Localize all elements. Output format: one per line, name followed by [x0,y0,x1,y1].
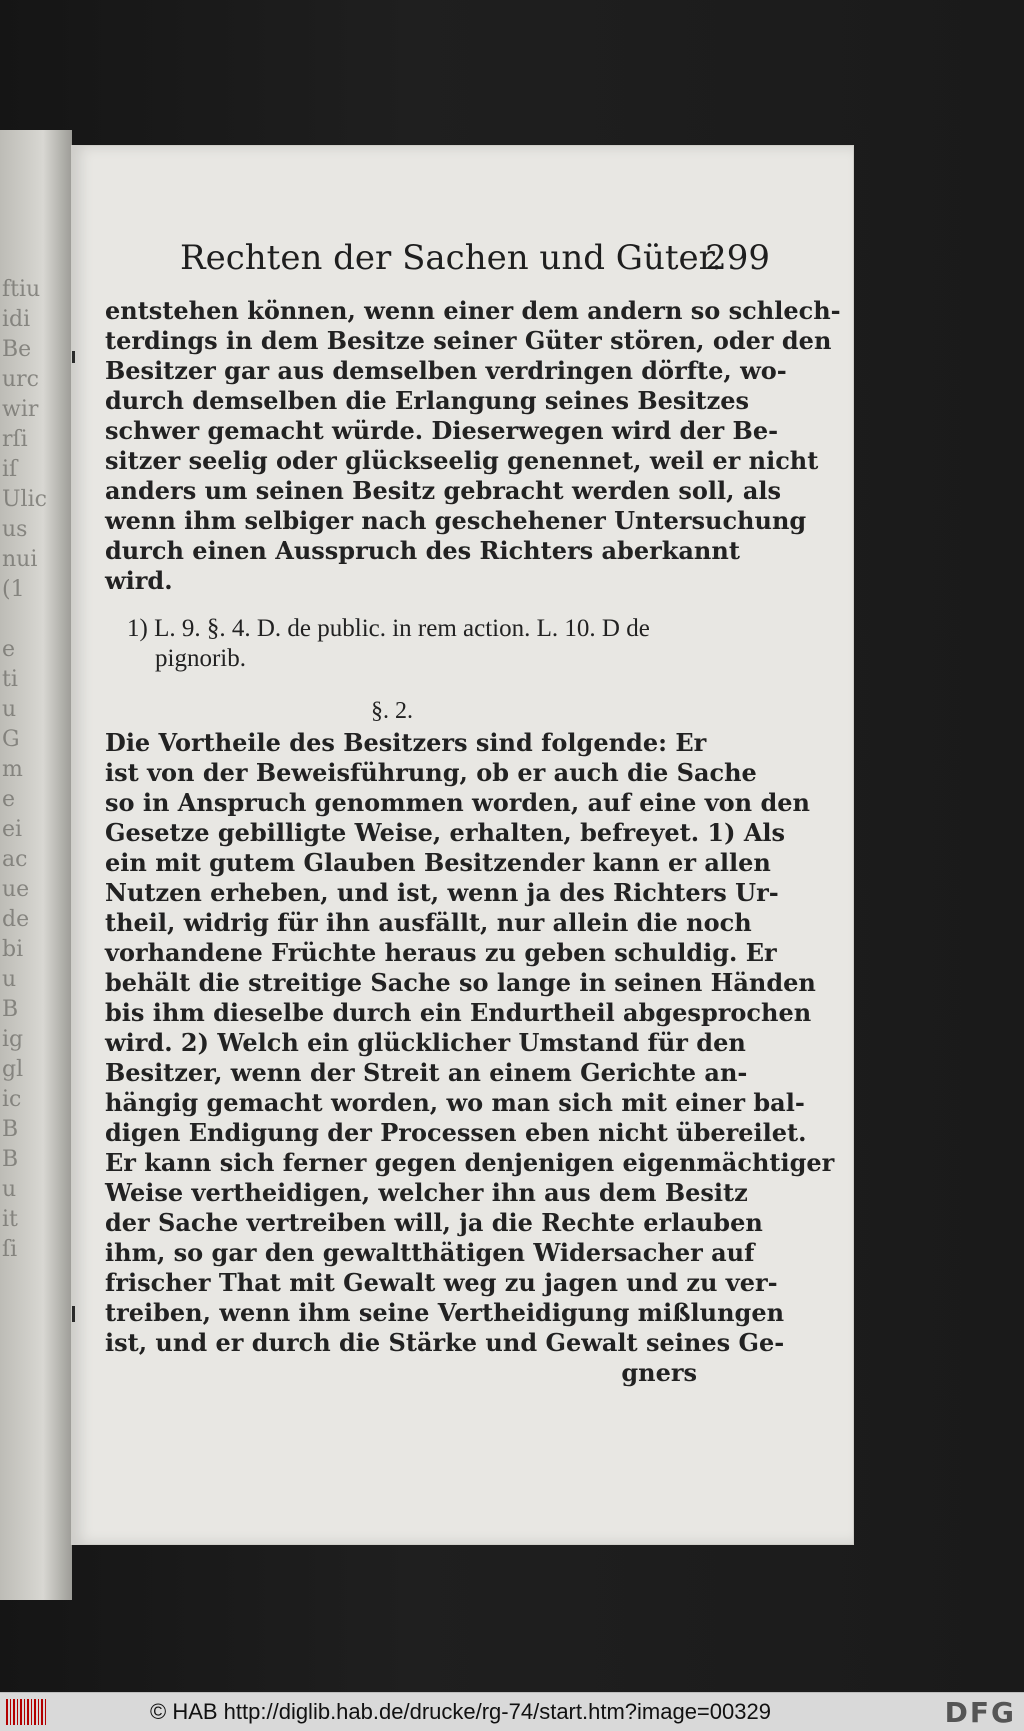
text-line: wird. 2) Welch ein glücklicher Umstand für den [105,1028,746,1057]
text-line: der Sache vertreiben will, ja die Rechte erlauben [105,1208,763,1237]
facing-page-fragment: wir [2,397,39,422]
text-line: terdings in dem Besitze seiner Güter stören, oder den [105,326,832,355]
text-line: schwer gemacht würde. Dieserwegen wird der Be- [105,416,779,445]
catchword: gners [621,1358,697,1387]
barcode-icon [6,1699,46,1725]
book-page [72,146,853,1544]
facing-page-fragment: (1 [2,577,25,602]
facing-page-fragment: de [2,907,30,932]
facing-page-fragment: Be [2,337,32,362]
facing-page-edge [0,130,72,1600]
text-line: Er kann sich ferner gegen denjenigen eigenmächtiger [105,1148,835,1177]
facing-page-fragment: ac [2,847,28,872]
facing-page-fragment: B [2,1147,19,1172]
facing-page-fragment: rſi [2,427,28,452]
text-line: durch demselben die Erlangung seines Besitzes [105,386,750,415]
facing-page-fragment: gl [2,1057,24,1082]
paragraph-1 [105,296,841,596]
text-line: durch einen Ausspruch des Richters aberkannt [105,536,740,565]
facing-page-fragment: idi [2,307,31,332]
citation-url[interactable]: © HAB http://diglib.hab.de/drucke/rg-74/start.htm?image=00329 [150,1699,771,1724]
section-heading: §. 2. [371,698,413,724]
running-head-title: Rechten der Sachen und Güter. [180,238,722,278]
text-line: vorhandene Früchte heraus zu geben schuldig. Er [105,938,777,967]
margin-mark [72,1306,75,1322]
text-line: behält die streitige Sache so lange in seinen Händen [105,968,816,997]
text-line: wird. [105,566,173,595]
facing-page-fragment: ig [2,1027,24,1052]
facing-page-fragment: e [2,637,16,662]
footnote-line: 1) L. 9. §. 4. D. de public. in rem action. L. 10. D de [127,615,650,642]
facing-page-fragment: bi [2,937,24,962]
facing-page-fragment: u [2,1177,17,1202]
text-line: frischer That mit Gewalt weg zu jagen und zu ver- [105,1268,778,1297]
facing-page-fragment: us [2,517,28,542]
facing-page-fragment: nui [2,547,38,572]
facing-page-fragment: ftiu [2,277,41,302]
text-line: so in Anspruch genommen worden, auf eine von den [105,788,810,817]
text-line: Nutzen erheben, und ist, wenn ja des Richters Ur- [105,878,779,907]
footnote-line: pignorib. [155,645,246,672]
facing-page-fragment: urc [2,367,40,392]
margin-mark [72,351,75,363]
facing-page-fragment: ue [2,877,30,902]
facing-page-fragment: B [2,1117,19,1142]
facing-page-fragment: G [2,727,20,752]
facing-page-fragment: ſi [2,1237,18,1262]
text-line: Besitzer, wenn der Streit an einem Gerichte an- [105,1058,748,1087]
text-line: ist, und er durch die Stärke und Gewalt seines Ge- [105,1328,785,1357]
facing-page-fragment: m [2,757,23,782]
facing-page-fragment: u [2,967,17,992]
text-line: Weise vertheidigen, welcher ihn aus dem Besitz [105,1178,748,1207]
viewer-footer [0,1692,1024,1731]
text-line: bis ihm dieselbe durch ein Endurtheil abgesprochen [105,998,812,1027]
text-line: digen Endigung der Processen eben nicht übereilet. [105,1118,807,1147]
facing-page-fragment: iſ [2,457,18,482]
text-line: entstehen können, wenn einer dem andern so schlech- [105,296,841,325]
text-line: treiben, wenn ihm seine Vertheidigung mißlungen [105,1298,785,1327]
paragraph-2 [105,728,835,1358]
text-line: hängig gemacht worden, wo man sich mit einer bal- [105,1088,805,1117]
text-line: ein mit gutem Glauben Besitzender kann er allen [105,848,771,877]
text-line: theil, widrig für ihn ausfällt, nur allein die noch [105,908,752,937]
footnote [127,614,707,674]
text-line: ihm, so gar den gewaltthätigen Widersacher auf [105,1238,755,1267]
facing-page-fragment: u [2,697,17,722]
facing-page-fragment: ti [2,667,18,692]
text-line: sitzer seelig oder glückseelig genennet, weil er nicht [105,446,819,475]
text-line: wenn ihm selbiger nach geschehener Untersuchung [105,506,807,535]
facing-page-fragment: e [2,787,16,812]
text-line: anders um seinen Besitz gebracht werden soll, als [105,476,782,505]
facing-page-fragment: ic [2,1087,22,1112]
dfg-logo: DFG [944,1696,1016,1729]
page-number: 299 [705,238,770,278]
facing-page-fragment: B [2,997,19,1022]
text-line: Besitzer gar aus demselben verdringen dörfte, wo- [105,356,787,385]
text-line: ist von der Beweisführung, ob er auch die Sache [105,758,757,787]
catchword-block [105,1358,697,1388]
text-line: Die Vortheile des Besitzers sind folgende: Er [105,728,707,757]
running-header [180,238,770,298]
facing-page-fragment: ei [2,817,23,842]
facing-page-fragment: Ulic [2,487,47,512]
facing-page-fragment: it [2,1207,18,1232]
text-line: Gesetze gebilligte Weise, erhalten, befreyet. 1) Als [105,818,786,847]
